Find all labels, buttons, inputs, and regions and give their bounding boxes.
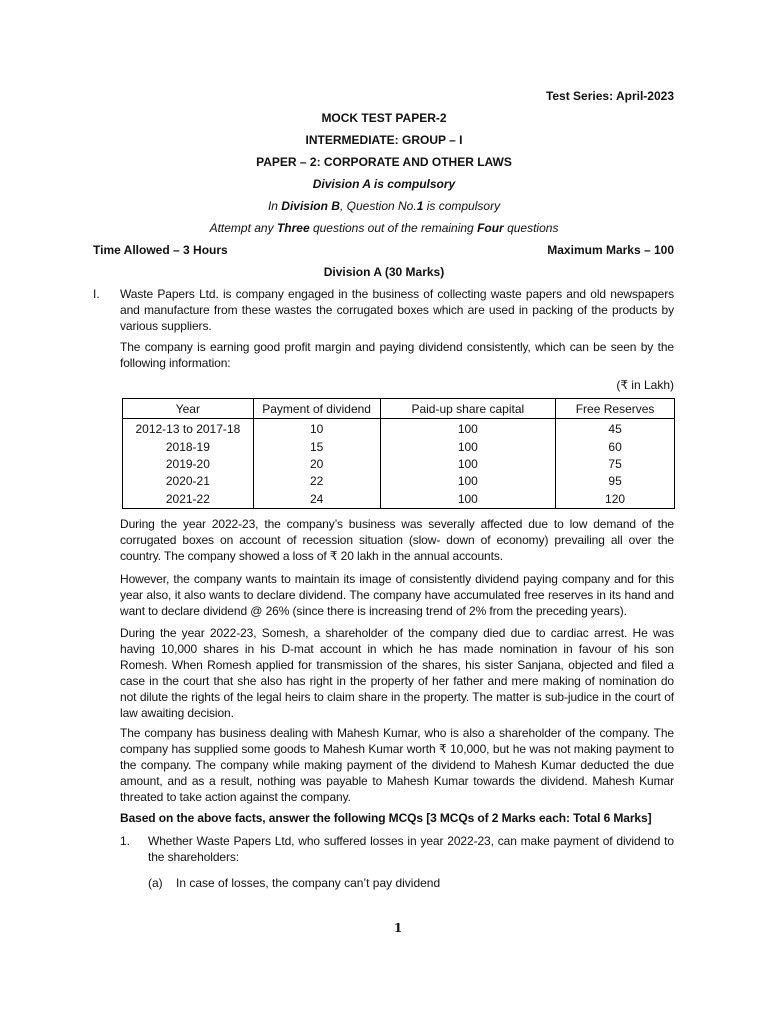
header-dividend: Payment of dividend [253,399,380,419]
case-intro: Waste Papers Ltd. is company engaged in the business of collecting waste papers and old newspapers and manufacture from these wastes the corrugated boxes which are used in packing of the products by various suppliers. [120,287,674,333]
dividend-cell: 24 [253,491,380,509]
capital-cell: 100 [380,491,556,509]
mcq-instruction: Based on the above facts, answer the following MCQs [3 MCQs of 2 Marks each: Total 6 Marks] [120,811,652,825]
dividend-cell: 22 [253,473,380,490]
paragraph-transmission: During the year 2022-23, Somesh, a shareholder of the company died due to cardiac arrest. He was having 10,000 shares in his D-mat account in which he has made nomination in favour of his son Romesh. When Romesh applied for transmission of the shares, his sister Sanjana, objected and filed a case in the court that she also has right in the property of her father and mere making of nomination do not dilute the rights of the legal heirs to claim share in the property. The matter is sub-judice in the court of law awaiting decision. [120,626,674,720]
table-row [123,473,675,490]
capital-cell: 100 [380,456,556,473]
reserves-cell: 45 [556,419,675,439]
year-cell: 2012-13 to 2017-18 [123,419,254,439]
dividend-table [122,398,675,509]
time-allowed: Time Allowed – 3 Hours [93,243,228,257]
header-year: Year [123,399,254,419]
year-cell: 2020-21 [123,473,254,490]
division-b-note: In Division B, Question No.1 is compulsory [267,199,501,213]
reserves-cell: 75 [556,456,675,473]
header-share-capital: Paid-up share capital [380,399,556,419]
division-a-heading: Division A (30 Marks) [323,265,445,279]
reserves-cell: 60 [556,438,675,455]
dividend-cell: 10 [253,419,380,439]
reserves-cell: 95 [556,473,675,490]
mcq-question: Whether Waste Papers Ltd, who suffered losses in year 2022-23, can make payment of dividend to the shareholders: [148,834,674,864]
page-number: 1 [393,921,403,935]
table-row [123,438,675,455]
mcq-option-text: In case of losses, the company can’t pay dividend [176,876,441,890]
paragraph-mahesh-kumar: The company has business dealing with Mahesh Kumar, who is also a shareholder of the company. The company has supplied some goods to Mahesh Kumar worth ₹ 10,000, but he was not making payment to the company. The company while making payment of the dividend to Mahesh Kumar deducted the due amount, and as a result, nothing was payable to Mahesh Kumar towards the dividend. Mahesh Kumar threated to take action against the company. [120,726,674,804]
paper-name: PAPER – 2: CORPORATE AND OTHER LAWS [256,155,512,169]
header-free-reserves: Free Reserves [556,399,675,419]
mcq-number: 1. [120,834,131,848]
paragraph-dividend-intent: However, the company wants to maintain its image of consistently dividend paying company and for this year also, it also wants to declare dividend. The company have accumulated free reserves in its hand and want to declare dividend @ 26% (since there is increasing trend of 2% from the preceding years). [120,572,674,618]
division-a-note: Division A is compulsory [312,177,456,191]
year-cell: 2019-20 [123,456,254,473]
case-profit: The company is earning good profit margin and paying dividend consistently, which can be seen by the following information: [120,340,674,370]
capital-cell: 100 [380,473,556,490]
table-row [123,491,675,509]
question-numeral: I. [93,287,100,301]
group-title: INTERMEDIATE: GROUP – I [305,133,463,147]
capital-cell: 100 [380,419,556,439]
attempt-instruction: Attempt any Three questions out of the remaining Four questions [209,221,559,235]
year-cell: 2021-22 [123,491,254,509]
paper-title: MOCK TEST PAPER-2 [321,111,447,125]
table-row [123,456,675,473]
capital-cell: 100 [380,438,556,455]
test-series-label: Test Series: April-2023 [545,89,674,103]
dividend-cell: 20 [253,456,380,473]
table-header-row [123,399,675,419]
unit-note: (₹ in Lakh) [616,378,674,392]
table-row [123,419,675,439]
reserves-cell: 120 [556,491,675,509]
mcq-option-label: (a) [148,876,163,890]
year-cell: 2018-19 [123,438,254,455]
paragraph-loss: During the year 2022-23, the company’s business was severally affected due to low demand of the corrugated boxes on account of recession situation (slow- down of economy) prevailing all over the country. The company showed a loss of ₹ 20 lakh in the annual accounts. [120,517,674,563]
dividend-cell: 15 [253,438,380,455]
maximum-marks: Maximum Marks – 100 [547,243,674,257]
